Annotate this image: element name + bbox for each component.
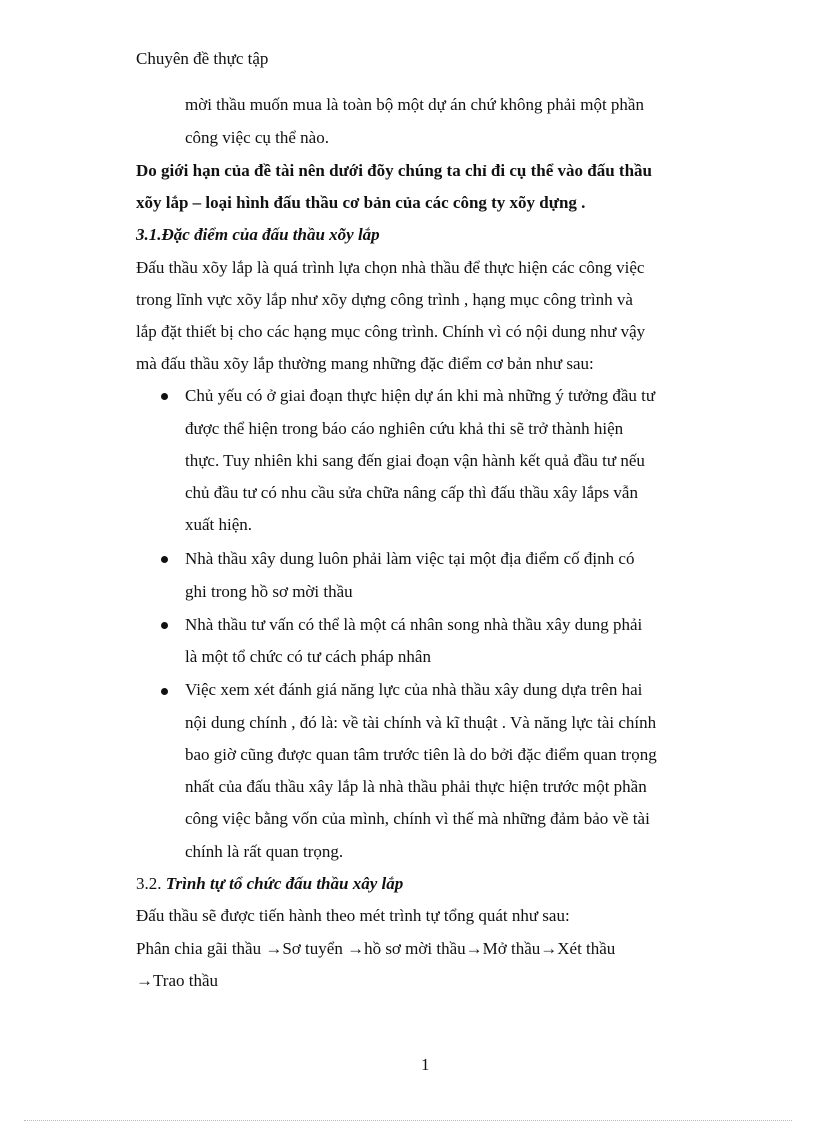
bullet-1-line-2: được thể hiện trong báo cáo nghiên cứu khả thi sẽ trở thành hiện (185, 419, 624, 438)
bullet-2-line-1: Nhà thầu xây dung luôn phải làm việc tại một địa điểm cố định có (185, 549, 635, 568)
process-line-1: Phân chia gãi thầu →Sơ tuyển →hồ sơ mời thầu→Mở thầu→Xét thầu (136, 939, 616, 958)
bullet-4-line-2: nội dung chính , đó là: về tài chính và kĩ thuật . Và năng lực tài chính (185, 713, 657, 732)
bullet-4-line-4: nhất của đấu thầu xây lắp là nhà thầu phải thực hiện trước một phần (185, 777, 647, 796)
section-1-title: 3.1.Đặc điểm của đấu thầu xõy lắp (136, 225, 380, 244)
page-header: Chuyên đề thực tập (136, 49, 269, 68)
bullet-4-line-5: công việc bằng vốn của mình, chính vì thế mà những đảm bảo về tài (185, 809, 650, 828)
bullet-4-line-3: bao giờ cũng được quan tâm trước tiên là do bởi đặc điểm quan trọng (185, 745, 657, 764)
section-1-line-4: mà đấu thầu xõy lắp thường mang những đặc điểm cơ bản như sau: (136, 354, 594, 373)
bullet-1-line-3: thực. Tuy nhiên khi sang đến giai đoạn vận hành kết quả đầu tư nếu (185, 451, 645, 470)
bold-note-line-1: Do giới hạn của đề tài nên dưới đõy chúng ta chỉ đi cụ thể vào đấu thầu (136, 161, 652, 180)
page-number: 1 (421, 1055, 430, 1074)
bullet-4-line-1: Việc xem xét đánh giá năng lực của nhà thầu xây dung dựa trên hai (185, 680, 643, 699)
section-1-line-2: trong lĩnh vực xõy lắp như xõy dựng công trình , hạng mục công trình và (136, 290, 633, 309)
section-2-title: Trình tự tổ chức đấu thầu xây lắp (165, 874, 404, 893)
bullet-4-line-6: chính là rất quan trọng. (185, 842, 344, 861)
section-2-number: 3.2. (136, 874, 162, 893)
section-2-heading (136, 874, 403, 894)
section-2-body: Đấu thầu sẽ được tiến hành theo mét trình tự tổng quát như sau: (136, 906, 570, 925)
bullet-2-line-2: ghi trong hồ sơ mời thầu (185, 582, 353, 601)
intro-line-1: mời thầu muốn mua là toàn bộ một dự án chứ không phải một phần (185, 95, 644, 114)
section-1-line-3: lắp đặt thiết bị cho các hạng mục công trình. Chính vì có nội dung như vậy (136, 322, 646, 341)
section-1-line-1: Đấu thầu xõy lắp là quá trình lựa chọn nhà thầu để thực hiện các công việc (136, 258, 645, 277)
bold-note-line-2: xõy lắp – loại hình đấu thầu cơ bản của các công ty xõy dựng . (136, 193, 586, 212)
bullet-3-line-2: là một tổ chức có tư cách pháp nhân (185, 647, 431, 666)
bullet-1-line-1: Chủ yếu có ở giai đoạn thực hiện dự án khi mà những ý tưởng đầu tư (185, 386, 656, 405)
bullet-marker (161, 556, 168, 563)
bullet-3-line-1: Nhà thầu tư vấn có thể là một cá nhân song nhà thầu xây dung phải (185, 615, 643, 634)
page-bottom-divider (24, 1120, 792, 1121)
bullet-marker (161, 688, 168, 695)
process-line-2: →Trao thầu (136, 971, 219, 990)
bullet-1-line-5: xuất hiện. (185, 515, 253, 534)
bullet-marker (161, 622, 168, 629)
bullet-marker (161, 393, 168, 400)
bullet-1-line-4: chủ đầu tư có nhu cầu sửa chữa nâng cấp thì đấu thầu xây lắps vẫn (185, 483, 638, 502)
intro-line-2: công việc cụ thể nào. (185, 128, 329, 147)
